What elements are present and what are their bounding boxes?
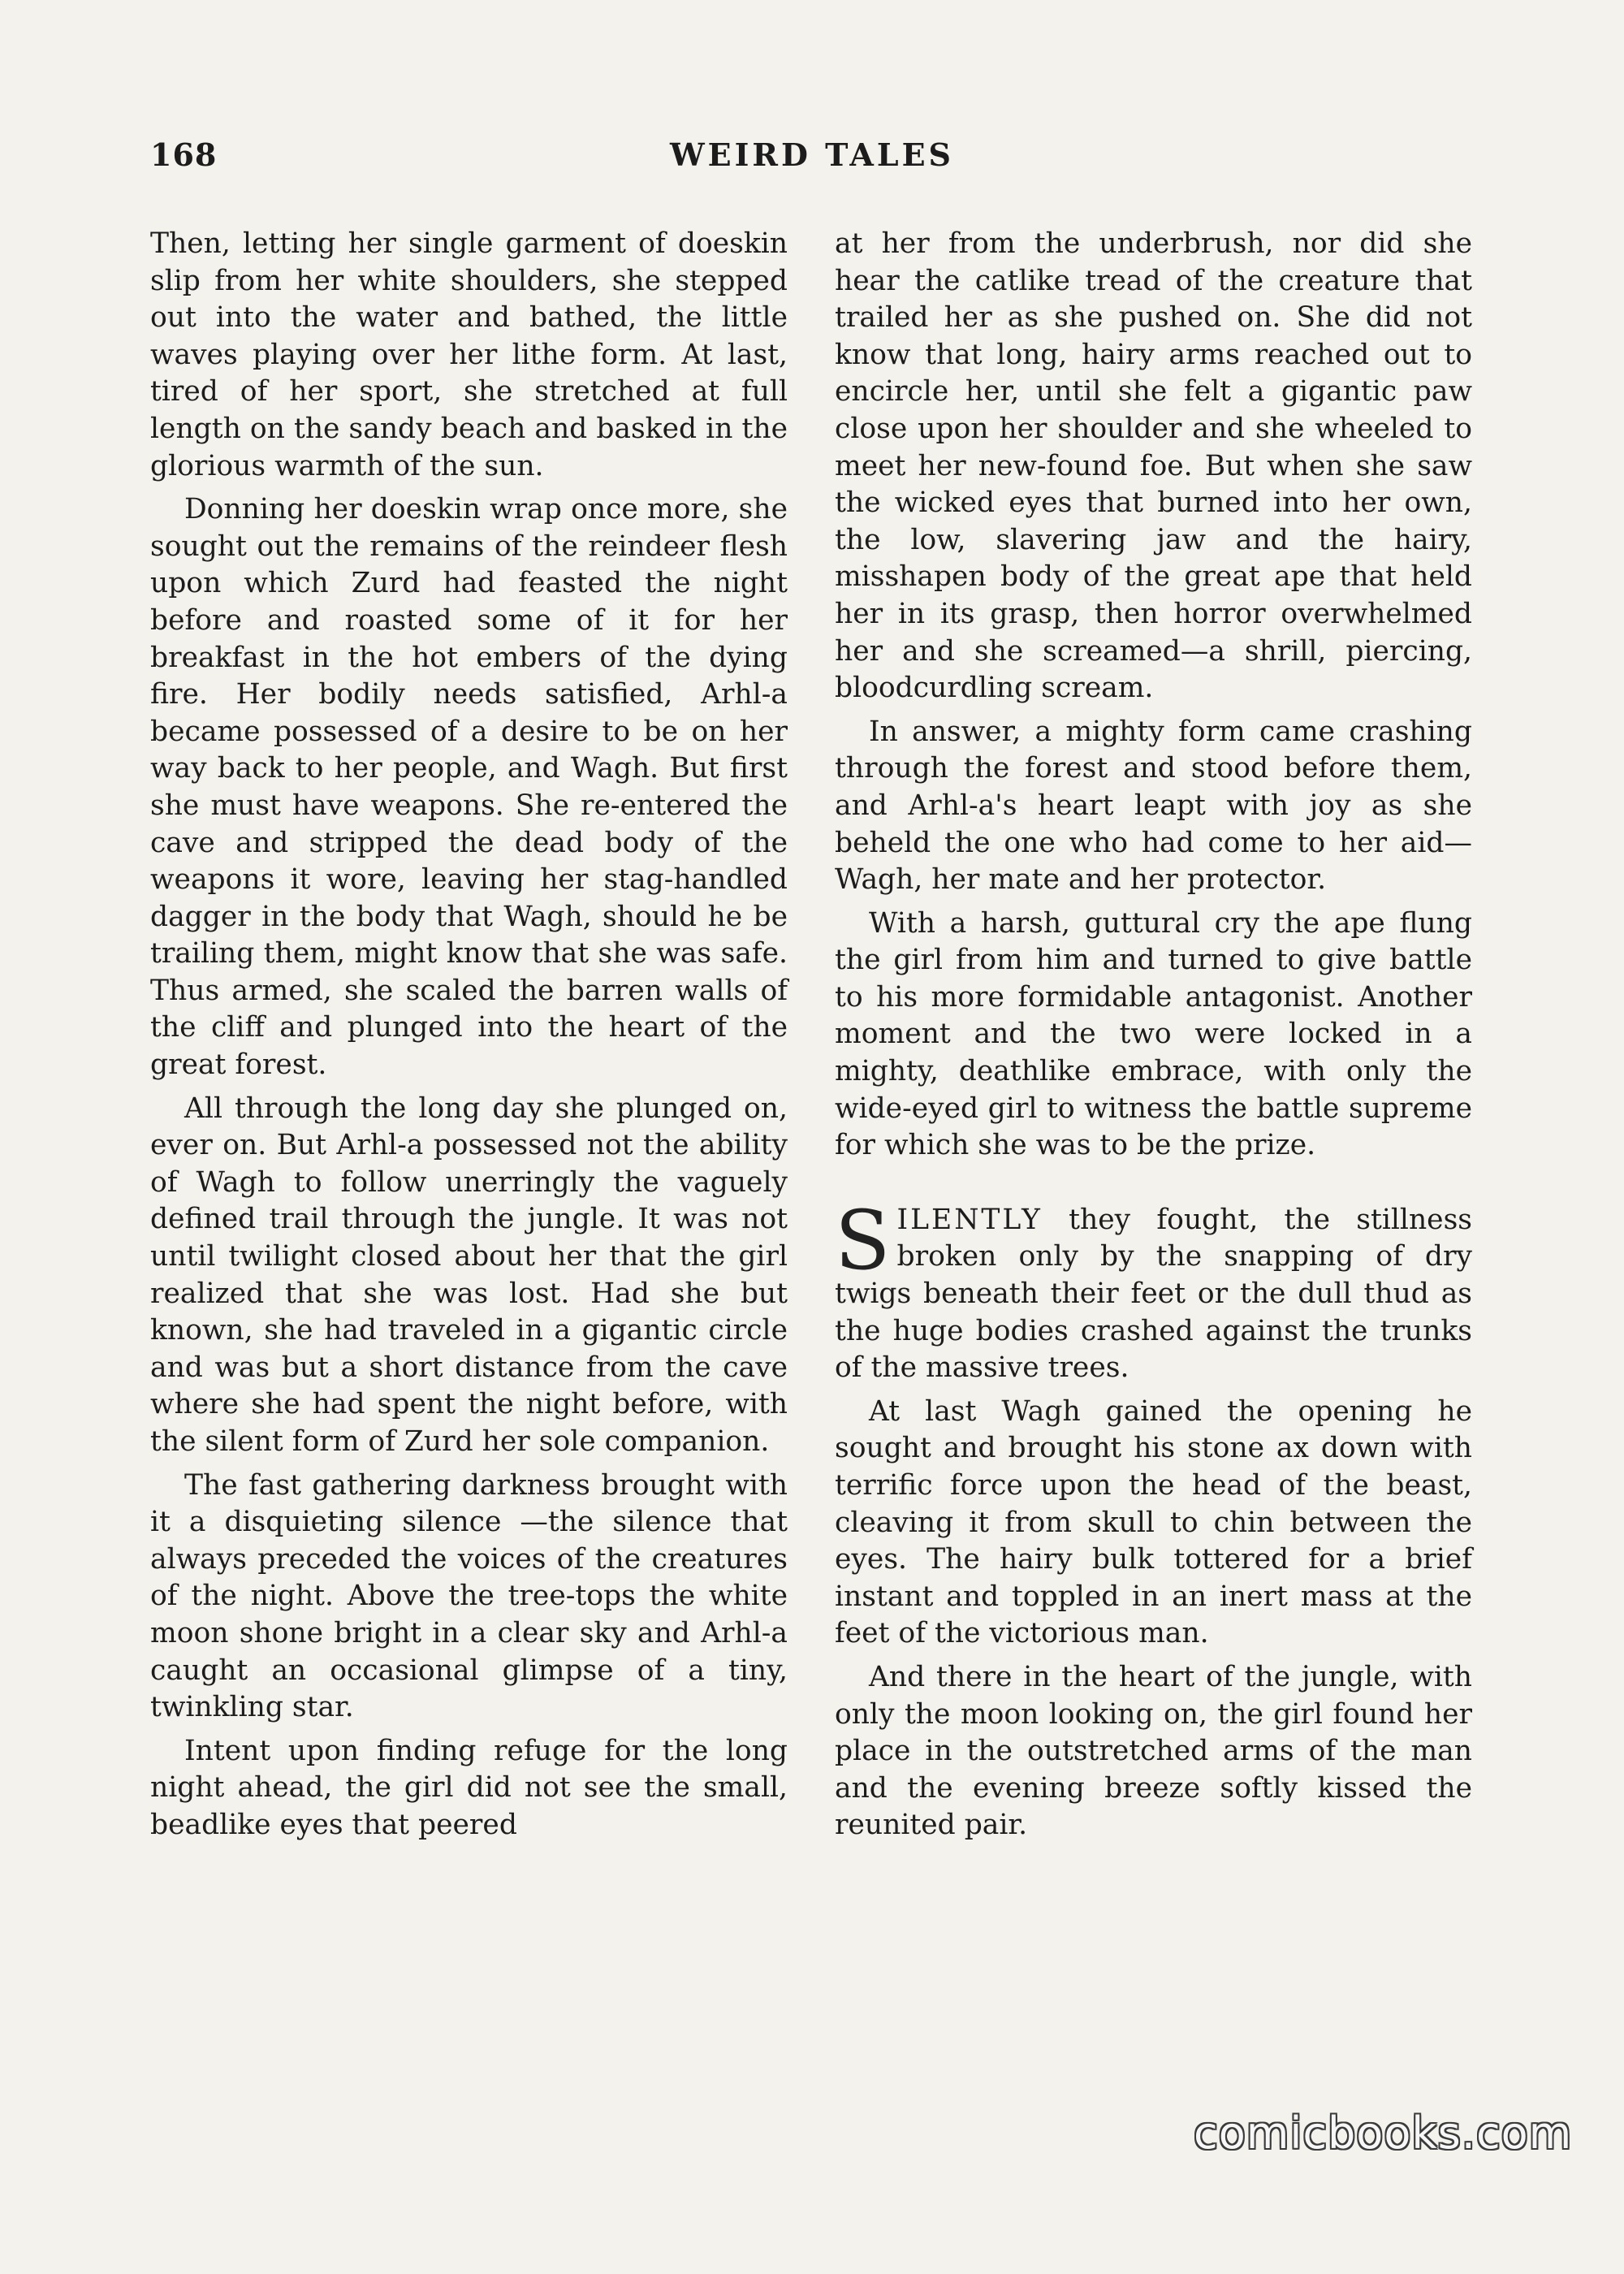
paragraph: And there in the heart of the jungle, with only the moon looking on, the girl found her place in the outstretched arms of the man and the evening breeze softly kissed the reunited pair.: [835, 1660, 1472, 1842]
left-column: [150, 226, 788, 1851]
right-column: [835, 226, 1472, 1851]
paragraph: The fast gathering darkness brought with it a disquieting silence —the silence that always preceded the voices of the creatures of the night. Above the tree-tops the white moon shone bright in a clear sky and Arhl-a caught an occasional glimpse of a tiny, twinkling star.: [150, 1468, 788, 1724]
paragraph: All through the long day she plunged on, ever on. But Arhl-a possessed not the ability of Wagh to follow unerringly the vaguely defined trail through the jungle. It was not until twilight closed about her that the girl realized that she was lost. Had she but known, she had traveled in a gigantic circle and was but a short distance from the cave where she had spent the night before, with the silent form of Zurd her sole companion.: [150, 1092, 788, 1458]
paragraph: At last Wagh gained the opening he sought and brought his stone ax down with terrific force upon the head of the beast, cleaving it from skull to chin between the eyes. The hairy bulk tottered for a brief instant and toppled in an inert mass at the feet of the victorious man.: [835, 1394, 1472, 1650]
drop-cap: S: [835, 1192, 891, 1288]
paragraph: With a harsh, guttural cry the ape flung the girl from him and turned to give battle to his more formidable antagonist. Another moment and the two were locked in a mighty, deathlike embrace, with only the wide-eyed girl to witness the battle supreme for which she was to be the prize.: [835, 906, 1472, 1162]
paragraph: at her from the underbrush, nor did she hear the catlike tread of the creature that trailed her as she pushed on. She did not know that long, hairy arms reached out to encircle her, until she felt a gigantic paw close upon her shoulder and she wheeled to meet her new-found foe. But when she saw the wicked eyes that burned into her own, the low, slavering jaw and the hairy, misshapen body of the great ape that held her in its grasp, then horror overwhelmed her and she screamed—a shrill, piercing, bloodcurdling scream.: [835, 227, 1472, 705]
paragraph: Then, letting her single garment of doeskin slip from her white shoulders, she stepped out into the water and bathed, the little waves playing over her lithe form. At last, tired of her sport, she stretched at full length on the sandy beach and basked in the glorious warmth of the sun.: [150, 227, 788, 482]
watermark-logo: comicbooks.com: [1194, 2108, 1573, 2159]
page-number: 168: [150, 136, 218, 173]
paragraph-text: they fought, the stillness broken only by the snapping of dry twigs beneath their feet or the dull thud as the huge bodies crashed against the trunks of the massive trees.: [835, 1203, 1472, 1385]
page-header: [150, 136, 1474, 185]
paragraph: Intent upon finding refuge for the long night ahead, the girl did not see the small, beadlike eyes that peered: [150, 1734, 788, 1841]
section-start-paragraph: [835, 1192, 1472, 1387]
paragraph: Donning her doeskin wrap once more, she sought out the remains of the reindeer flesh upon which Zurd had feasted the night before and roasted some of it for her breakfast in the hot embers of the dying fire. Her bodily needs satisfied, Arhl-a became possessed of a desire to be on her way back to her people, and Wagh. But first she must have weapons. She re-entered the cave and stripped the dead body of the weapons it wore, leaving her stag-handled dagger in the body that Wagh, should he be trailing them, might know that she was safe. Thus armed, she scaled the barren walls of the cliff and plunged into the heart of the great forest.: [150, 493, 788, 1082]
small-caps-lead: ILENTLY: [896, 1203, 1043, 1236]
paragraph: In answer, a mighty form came crashing through the forest and stood before them, and Arhl-a's heart leapt with joy as she beheld the one who had come to her aid—Wagh, her mate and her protector.: [835, 715, 1472, 897]
running-title: WEIRD TALES: [670, 136, 954, 173]
